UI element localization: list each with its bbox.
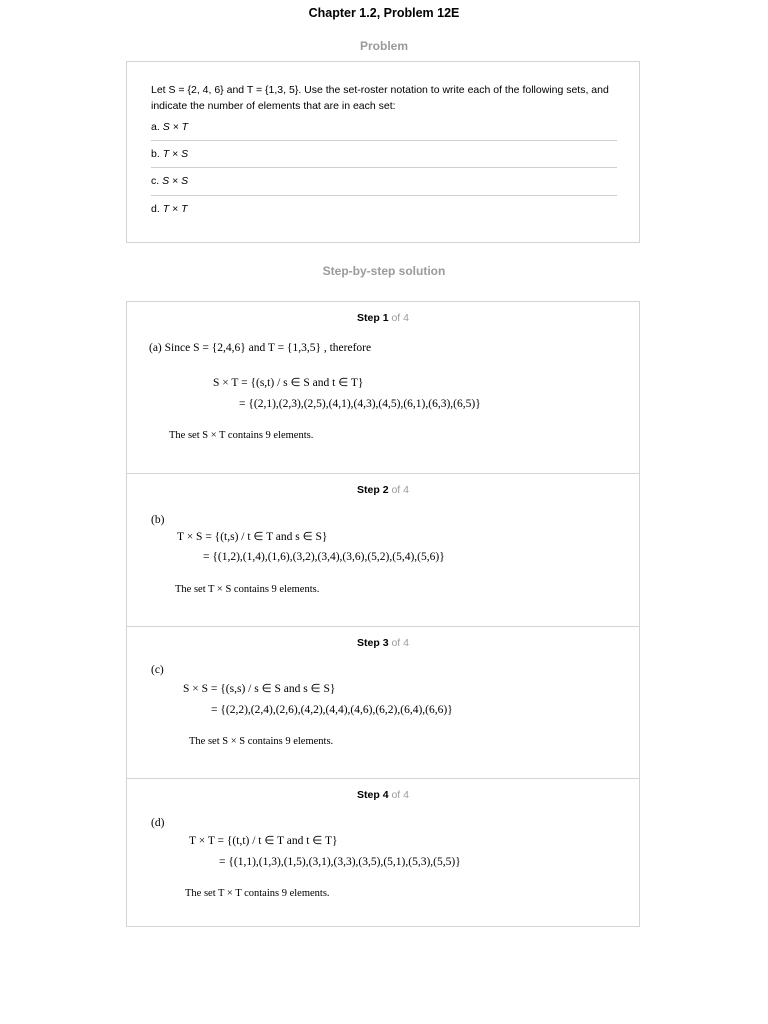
- step-1: [127, 302, 639, 473]
- step-3: [127, 626, 639, 778]
- step-word: Step: [357, 312, 380, 324]
- part-divider: [151, 167, 617, 168]
- step-4-line-1: T × T = {(t,t) / t ∈ T and t ∈ T}: [189, 835, 338, 847]
- step-3-conclusion: The set S × S contains 9 elements.: [189, 736, 334, 747]
- part-b-label: b.: [151, 148, 160, 160]
- part-b-expression: T × S: [162, 148, 189, 160]
- solution-box: [126, 301, 640, 927]
- step-1-header: [127, 312, 639, 324]
- step-2-header: [127, 484, 639, 496]
- step-4: [127, 778, 639, 926]
- step-1-intro: (a) Since S = {2,4,6} and T = {1,3,5} , therefore: [149, 342, 372, 354]
- step-2: [127, 473, 639, 626]
- step-of-total: of 4: [391, 637, 409, 649]
- step-number: 1: [382, 312, 389, 324]
- part-a-label: a.: [151, 121, 160, 133]
- step-4-conclusion: The set T × T contains 9 elements.: [185, 888, 330, 899]
- step-number: 2: [382, 484, 389, 496]
- part-c-label: c.: [151, 175, 160, 187]
- part-a-expression: S × T: [162, 121, 189, 133]
- part-a: [151, 121, 617, 139]
- step-3-intro: (c): [151, 664, 164, 676]
- step-word: Step: [357, 484, 380, 496]
- part-d-label: d.: [151, 203, 160, 215]
- step-1-line-2: = {(2,1),(2,3),(2,5),(4,1),(4,3),(4,5),(6,1),(6,3),(6,5)}: [239, 398, 481, 410]
- step-word: Step: [357, 637, 380, 649]
- step-3-header: [127, 637, 639, 649]
- step-2-conclusion: The set T × S contains 9 elements.: [175, 584, 320, 595]
- step-number: 4: [382, 789, 389, 801]
- step-word: Step: [357, 789, 380, 801]
- part-divider: [151, 195, 617, 196]
- step-of-total: of 4: [391, 789, 409, 801]
- part-divider: [151, 140, 617, 141]
- chapter-title: Chapter 1.2, Problem 12E: [308, 6, 460, 20]
- problem-statement: Let S = {2, 4, 6} and T = {1,3, 5}. Use the set-roster notation to write each of the following sets, and indicate the number of elements that are in each set:: [151, 84, 609, 112]
- step-4-header: [127, 789, 639, 801]
- solution-heading: Step-by-step solution: [322, 264, 446, 278]
- part-c-expression: S × S: [162, 175, 189, 187]
- step-2-line-1: T × S = {(t,s) / t ∈ T and s ∈ S}: [177, 531, 328, 543]
- part-c: [151, 175, 617, 193]
- step-3-line-2: = {(2,2),(2,4),(2,6),(4,2),(4,4),(4,6),(6,2),(6,4),(6,6)}: [211, 704, 453, 716]
- part-d-expression: T × T: [162, 203, 188, 215]
- step-1-line-1: S × T = {(s,t) / s ∈ S and t ∈ T}: [213, 377, 364, 389]
- step-4-line-2: = {(1,1),(1,3),(1,5),(3,1),(3,3),(3,5),(5,1),(5,3),(5,5)}: [219, 856, 461, 868]
- step-2-line-2: = {(1,2),(1,4),(1,6),(3,2),(3,4),(3,6),(5,2),(5,4),(5,6)}: [203, 551, 445, 563]
- step-of-total: of 4: [391, 312, 409, 324]
- step-2-intro: (b): [151, 514, 165, 526]
- part-d: [151, 203, 617, 221]
- step-4-intro: (d): [151, 817, 165, 829]
- step-number: 3: [382, 637, 389, 649]
- problem-heading: Problem: [359, 39, 408, 53]
- part-b: [151, 148, 617, 166]
- step-of-total: of 4: [391, 484, 409, 496]
- step-1-conclusion: The set S × T contains 9 elements.: [169, 430, 314, 441]
- problem-box: [126, 61, 640, 243]
- step-3-line-1: S × S = {(s,s) / s ∈ S and s ∈ S}: [183, 683, 336, 695]
